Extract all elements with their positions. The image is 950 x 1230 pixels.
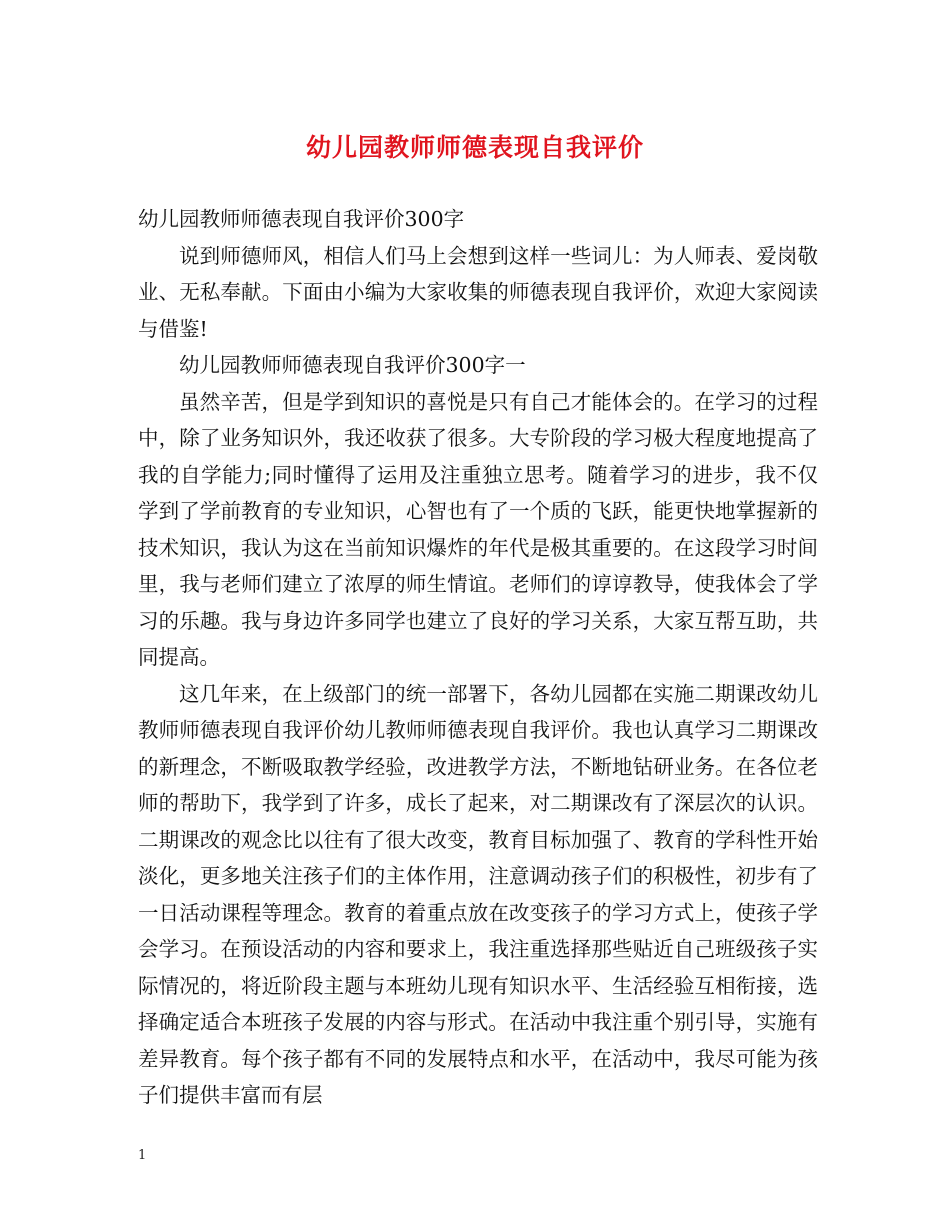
paragraph-study-experience: 虽然辛苦，但是学到知识的喜悦是只有自己才能体会的。在学习的过程中，除了业务知识外，我还收获了很多。大专阶段的学习极大程度地提高了我的自学能力;同时懂得了运用及注重独立思考。随着学习的进步，我不仅学到了学前教育的专业知识，心智也有了一个质的飞跃，能更快地掌握新的技术知识，我认为这在当前知识爆炸的年代是极其重要的。在这段学习时间里，我与老师们建立了浓厚的师生情谊。老师们的谆谆教导，使我体会了学习的乐趣。我与身边许多同学也建立了良好的学习关系，大家互帮互助，共同提高。 — [138, 389, 818, 669]
page-number: 1 — [138, 1148, 147, 1163]
paragraph-subtitle: 幼儿园教师师德表现自我评价300字 — [138, 207, 465, 231]
document-title: 幼儿园教师师德表现自我评价 — [305, 133, 644, 162]
paragraph-section-heading: 幼儿园教师师德表现自我评价300字一 — [179, 353, 526, 377]
paragraph-curriculum-reform: 这几年来，在上级部门的统一部署下，各幼儿园都在实施二期课改幼儿教师师德表现自我评价幼儿教师师德表现自我评价。我也认真学习二期课改的新理念，不断吸取教学经验，改进教学方法，不断地钻研业务。在各位老师的帮助下，我学到了许多，成长了起来，对二期课改有了深层次的认识。二期课改的观念比以往有了很大改变，教育目标加强了、教育的学科性开始淡化，更多地关注孩子们的主体作用，注意调动孩子们的积极性，初步有了一日活动课程等理念。教育的着重点放在改变孩子的学习方式上，使孩子学会学习。在预设活动的内容和要求上，我注重选择那些贴近自己班级孩子实际情况的，将近阶段主题与本班幼儿现有知识水平、生活经验互相衔接，选择确定适合本班孩子发展的内容与形式。在活动中我注重个别引导，实施有差异教育。每个孩子都有不同的发展特点和水平，在活动中，我尽可能为孩子们提供丰富而有层 — [138, 681, 818, 1107]
document-body — [138, 201, 818, 1114]
paragraph-intro: 说到师德师风，相信人们马上会想到这样一些词儿：为人师表、爱岗敬业、无私奉献。下面由小编为大家收集的师德表现自我评价，欢迎大家阅读与借鉴! — [138, 243, 818, 341]
